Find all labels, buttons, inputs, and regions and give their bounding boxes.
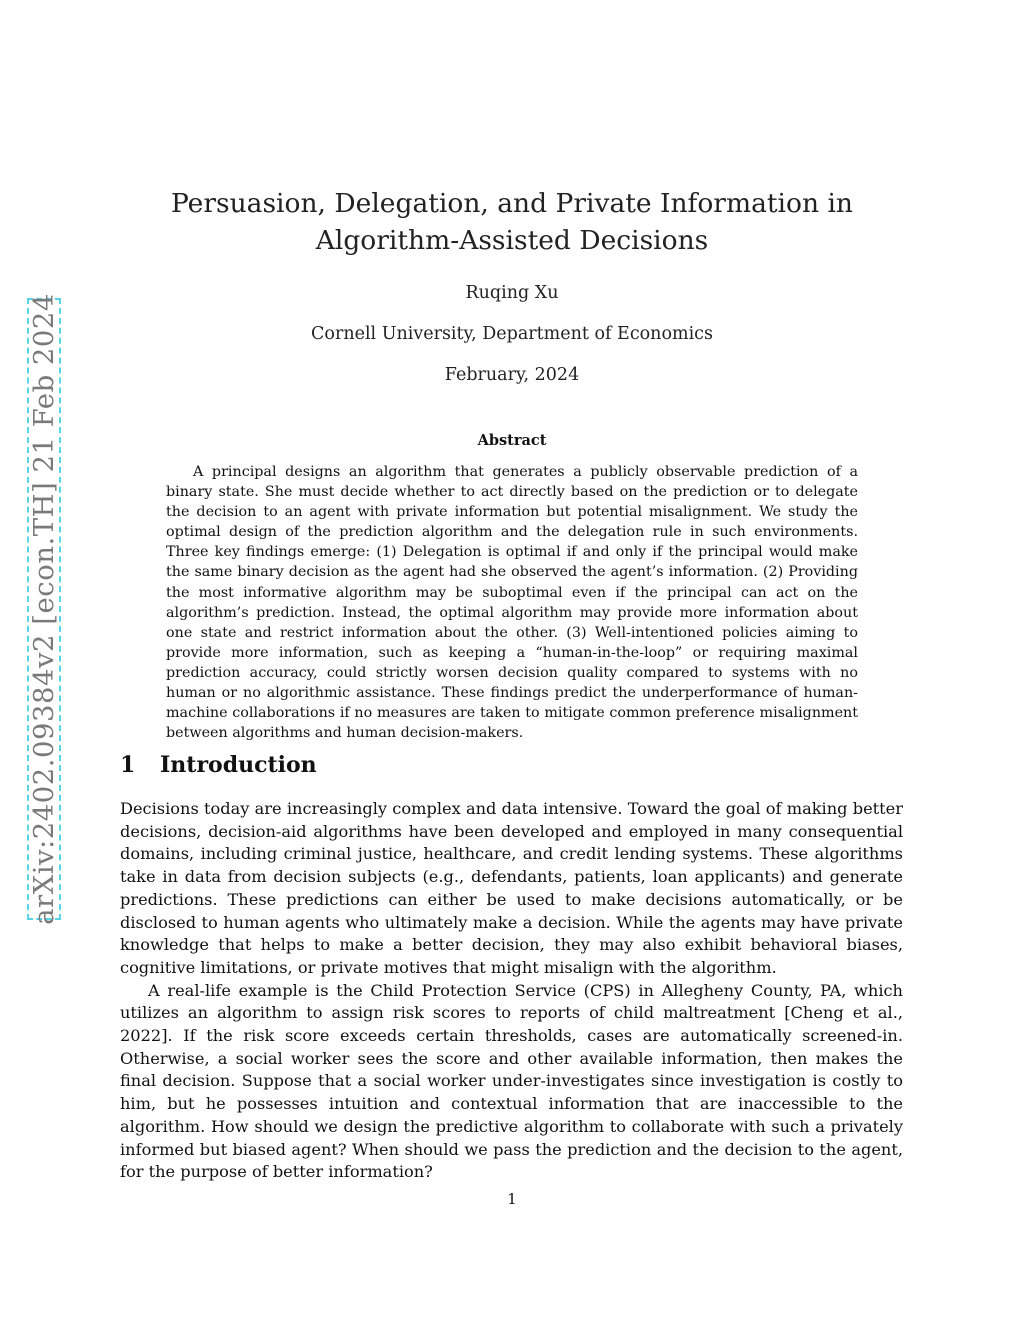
section-body xyxy=(120,798,903,1184)
abstract-text: A principal designs an algorithm that generates a publicly observable prediction of a binary state. She must decide whether to act directly based on the prediction or to delegate the decision to an agent with private information but potential misalignment. We study the optimal design of the prediction algorithm and the delegation rule in such environments. Three key findings emerge: (1) Delegation is optimal if and only if the principal would make the same binary decision as the agent had she observed the agent’s information. (2) Providing the most informative algorithm may be suboptimal even if the principal can act on the algorithm’s prediction. Instead, the optimal algorithm may provide more information about one state and restrict information about the other. (3) Well-intentioned policies aiming to provide more information, such as keeping a “human-in-the-loop” or requiring maximal prediction accuracy, could strictly worsen decision quality compared to systems with no human or no algorithmic assistance. These findings predict the underperformance of human-machine collaborations if no measures are taken to mitigate common preference misalignment between algorithms and human decision-makers. xyxy=(166,464,858,742)
body-paragraph: Decisions today are increasingly complex and data intensive. Toward the goal of making better decisions, decision-aid algorithms have been developed and employed in many consequential domains, including criminal justice, healthcare, and credit lending systems. These algorithms take in data from decision subjects (e.g., defendants, patients, loan applicants) and generate predictions. These predictions can either be used to make decisions automatically, or be disclosed to human agents who ultimately make a decision. While the agents may have private knowledge that helps to make a better decision, they may also exhibit behavioral biases, cognitive limitations, or private motives that might misalign with the algorithm. xyxy=(120,799,903,977)
section-number: 1 xyxy=(120,752,136,778)
paper-title: Persuasion, Delegation, and Private Information in Algorithm-Assisted Decisions xyxy=(171,188,853,256)
publication-date: February, 2024 xyxy=(444,365,580,385)
body-paragraph: A real-life example is the Child Protection Service (CPS) in Allegheny County, PA, which utilizes an algorithm to assign risk scores to reports of child maltreatment [Cheng et al., 2022]. If the risk score exceeds certain thresholds, cases are automatically screened-in. Otherwise, a social worker sees the score and other available information, then makes the final decision. Suppose that a social worker under-investigates since investigation is costly to him, but he possesses intuition and contextual information that are inaccessible to the algorithm. How should we design the predictive algorithm to collaborate with such a privately informed but biased agent? When should we pass the prediction and the decision to the agent, for the purpose of better information? xyxy=(120,980,903,1182)
arxiv-sidebar-stamp xyxy=(27,293,61,925)
author-name: Ruqing Xu xyxy=(465,283,559,303)
section-title: Introduction xyxy=(160,752,317,778)
abstract-heading: Abstract xyxy=(477,432,547,449)
arxiv-identifier: arXiv:2402.09384v2 [econ.TH] 21 Feb 2024 xyxy=(28,293,60,925)
section-heading xyxy=(120,752,317,778)
page-number: 1 xyxy=(507,1190,517,1208)
author-affiliation: Cornell University, Department of Economics xyxy=(311,324,713,344)
